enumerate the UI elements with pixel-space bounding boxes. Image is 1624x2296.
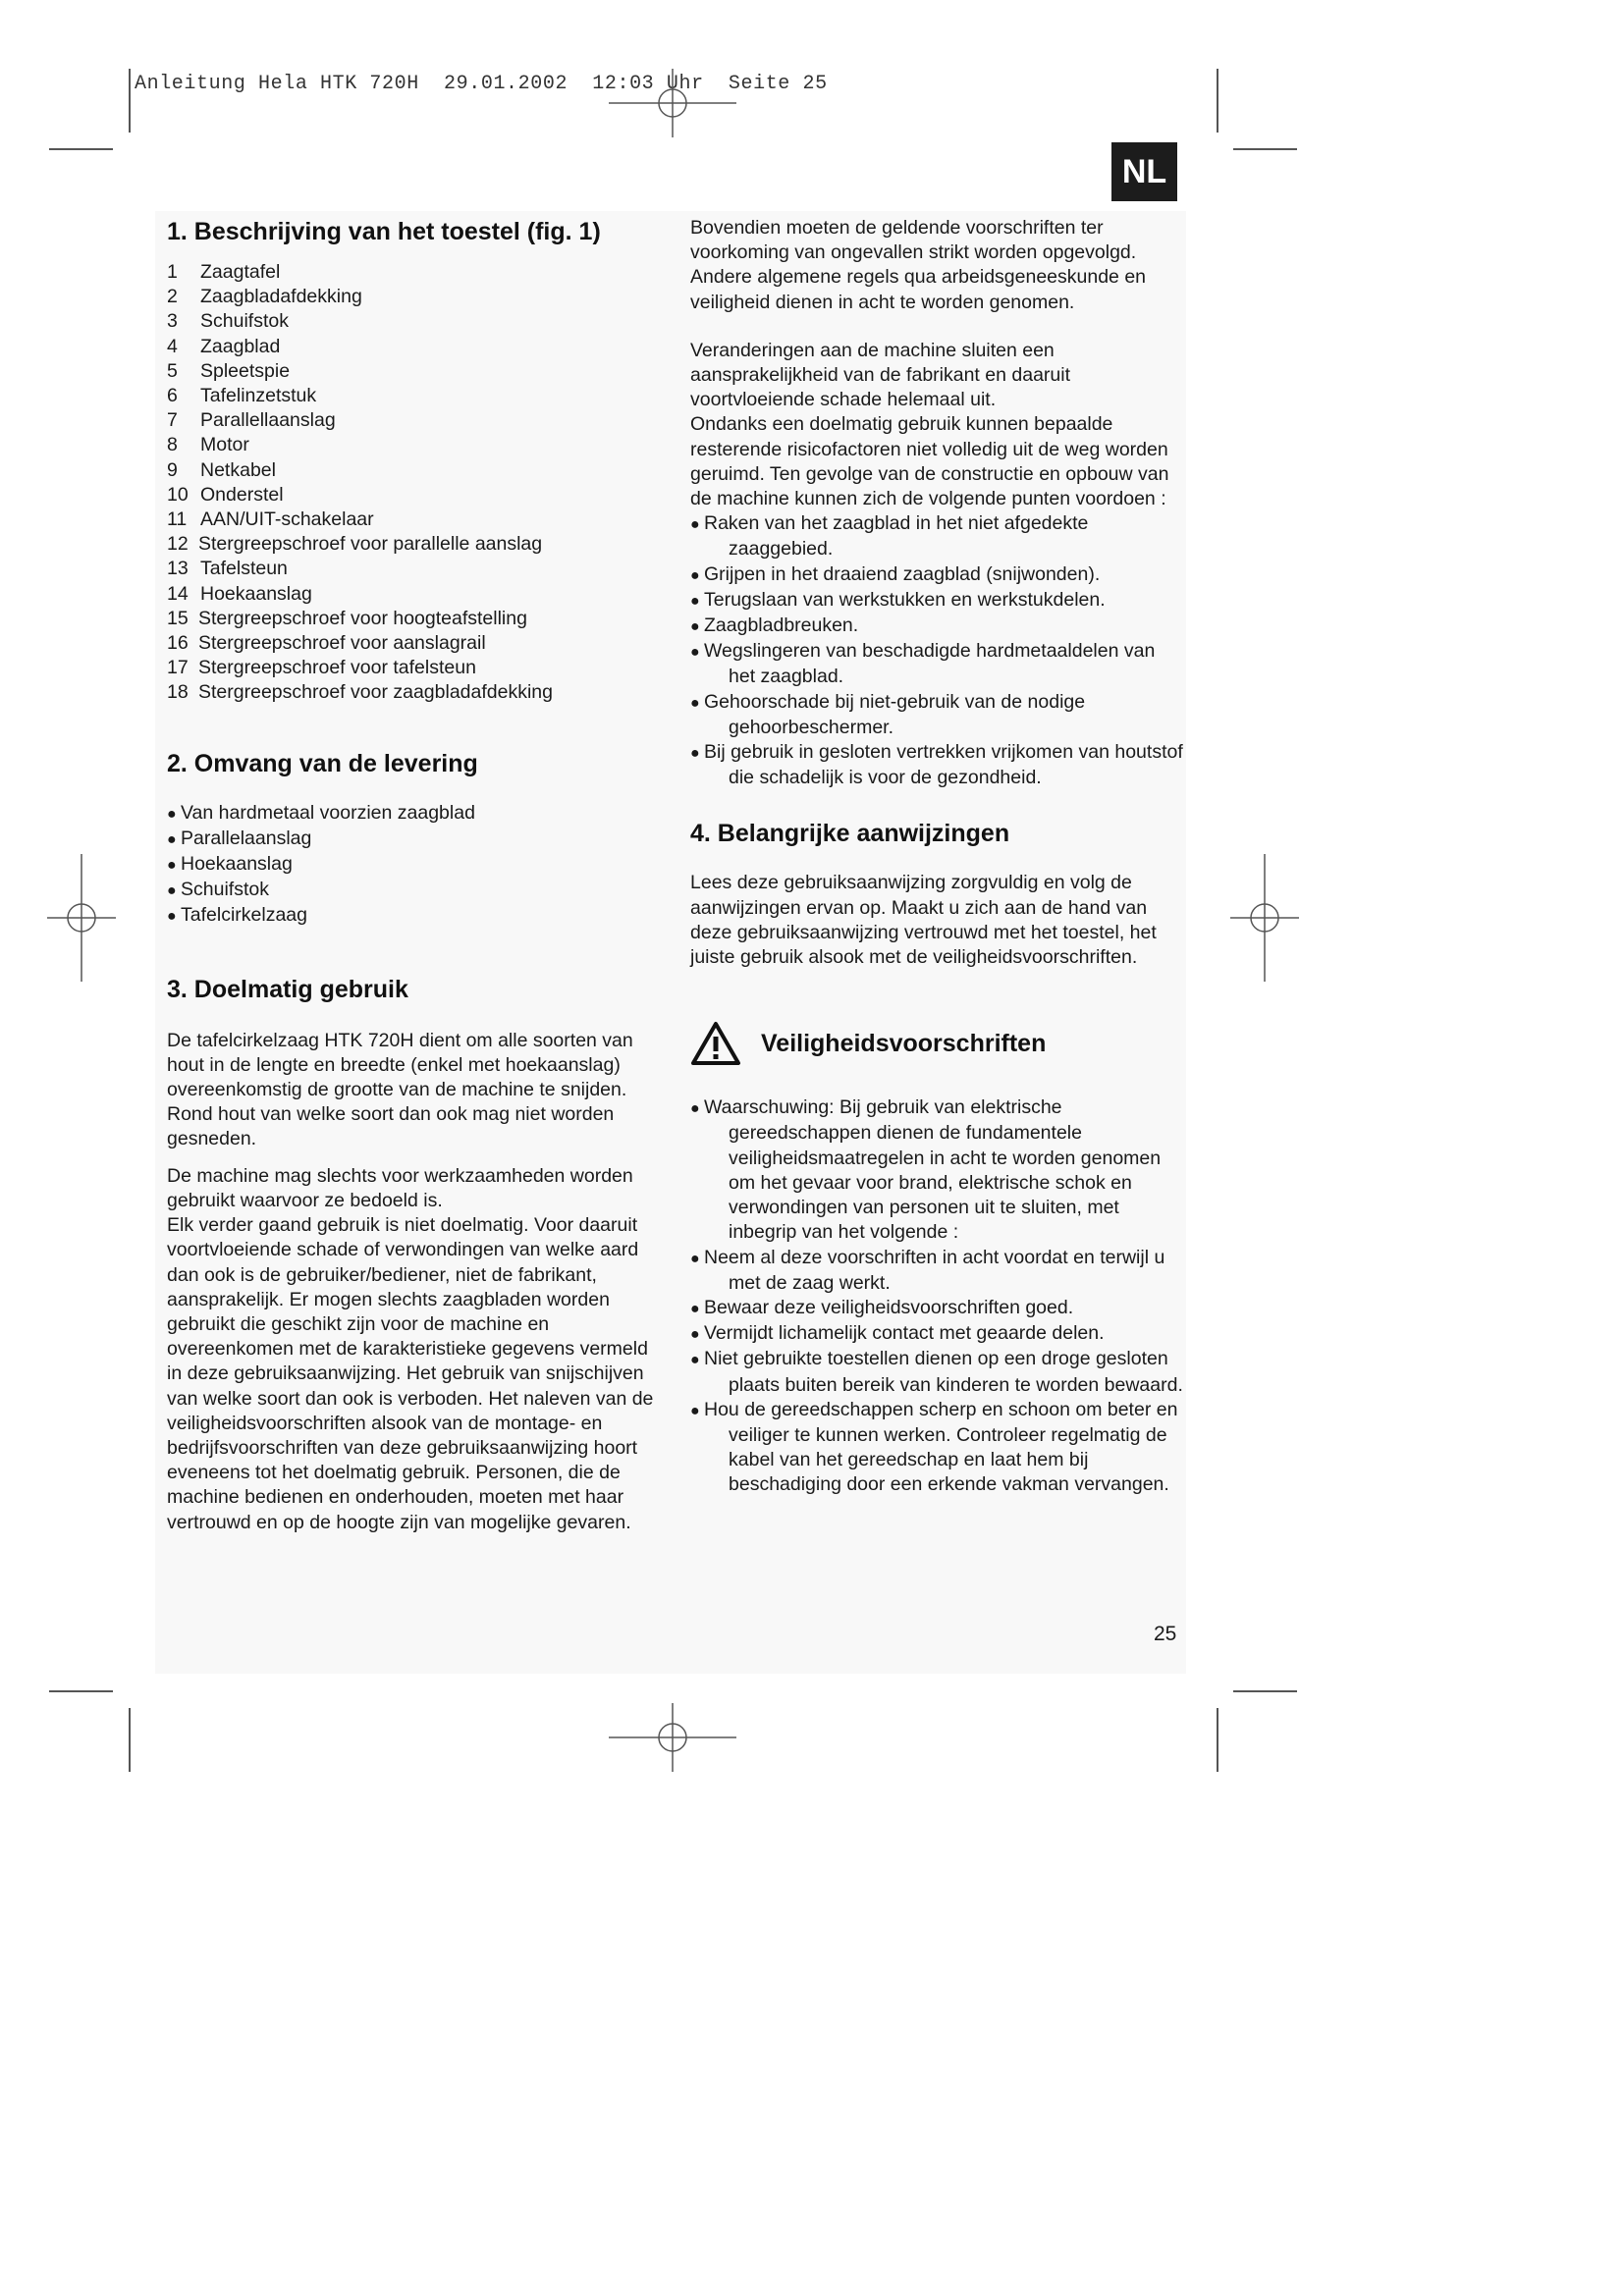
paragraph: Elk verder gaand gebruik is niet doelmatig. Voor daaruit voortvloeiende schade of verwondingen van welke aard dan ook is de gebruiker/bediener, niet de fabrikant, aansprakelijk. Er mogen slechts zaagbladen worden gebruikt die geschikt zijn voor de machine en overeenkomen met de karakteristieke gegevens vermeld in deze gebruiksaanwijzing. Het gebruik van snijschijven van welke soort dan ook is verboden. Het naleven van de veiligheidsvoorschriften alsook van de montage- en bedrijfsvoorschriften van deze gebruiksaanwijzing hoort eveneens tot het doelmatig gebruik. Personen, die de machine bedienen en onderhouden, moeten met haar vertrouwd en op de hoogte zijn van mogelijke gevaren. [167, 1214, 654, 1533]
parts-list [167, 260, 658, 706]
risk-list [690, 511, 1186, 790]
list-item: ● Wegslingeren van beschadigde hardmetaaldelen van het zaagblad. [690, 640, 1156, 688]
crop-mark [1217, 1708, 1218, 1772]
list-item: 5 Spleetspie [167, 359, 291, 382]
page-number: 25 [1154, 1623, 1177, 1645]
print-header: Anleitung Hela HTK 720H 29.01.2002 12:03 Uhr Seite 25 [135, 73, 828, 95]
left-column [167, 216, 658, 1535]
crop-mark [1233, 148, 1297, 150]
registration-mark-right [1230, 854, 1299, 982]
section1-title: 1. Beschrijving van het toestel (fig. 1) [167, 218, 601, 245]
list-item: ● Hou de gereedschappen scherp en schoon om beter en veiliger te kunnen werken. Controleer regelmatig de kabel van het gereedschap en laat hem bij beschadiging door een erkende vakman vervangen. [690, 1398, 1178, 1496]
list-item: 8 Motor [167, 434, 249, 456]
registration-mark-bottom [609, 1703, 736, 1772]
paragraph: Ondanks een doelmatig gebruik kunnen bepaalde resterende risicofactoren niet volledig uit de weg worden geruimd. Ten gevolge van de constructie en opbouw van de machine kunnen zich de volgende punten voordoen : [690, 413, 1169, 510]
section4-title: 4. Belangrijke aanwijzingen [690, 820, 1010, 848]
list-item: 9 Netkabel [167, 458, 276, 481]
registration-mark-left [47, 854, 116, 982]
list-item: ● Raken van het zaagblad in het niet afgedekte zaaggebied. [690, 512, 1089, 561]
list-item: 6 Tafelinzetstuk [167, 385, 317, 407]
crop-mark [49, 148, 113, 150]
list-item: ● Neem al deze voorschriften in acht voordat en terwijl u met de zaag werkt. [690, 1246, 1165, 1294]
list-item: 11 AAN/UIT-schakelaar [167, 508, 374, 531]
crop-mark [1217, 69, 1218, 133]
list-item: ● Tafelcirkelzaag [167, 904, 307, 927]
language-badge: NL [1111, 142, 1177, 201]
list-item: ● Hoekaanslag [167, 853, 293, 876]
list-item: 10 Onderstel [167, 483, 284, 506]
section3-title: 3. Doelmatig gebruik [167, 975, 408, 1003]
list-item: 18 Stergreepschroef voor zaagbladafdekking [167, 681, 553, 704]
list-item: ● Bewaar deze veiligheidsvoorschriften goed. [690, 1296, 1074, 1318]
paragraph: Bovendien moeten de geldende voorschriften ter voorkoming van ongevallen strikt worden opgevolgd. Andere algemene regels qua arbeidsgeneeskunde en veiligheid dienen in acht te worden genomen. [690, 217, 1147, 313]
list-item: ● Gehoorschade bij niet-gebruik van de nodige gehoorbeschermer. [690, 690, 1086, 738]
paragraph: De machine mag slechts voor werkzaamheden worden gebruikt waarvoor ze bedoeld is. [167, 1164, 633, 1211]
list-item: 1 Zaagtafel [167, 261, 281, 283]
safety-list [690, 1095, 1186, 1497]
list-item: ● Niet gebruikte toestellen dienen op een droge gesloten plaats buiten bereik van kinderen te worden bewaard. [690, 1348, 1183, 1396]
list-item: 17 Stergreepschroef voor tafelsteun [167, 657, 476, 679]
crop-mark [129, 69, 131, 133]
list-item: 4 Zaagblad [167, 335, 281, 357]
crop-mark [1233, 1690, 1297, 1692]
section2-title: 2. Omvang van de levering [167, 749, 478, 777]
list-item: ● Schuifstok [167, 879, 269, 901]
paragraph: De tafelcirkelzaag HTK 720H dient om alle soorten van hout in de lengte en breedte (enkel met hoekaanslag) overeenkomstig de grootte van de machine te snijden. Rond hout van welke soort dan ook mag niet worden gesneden. [167, 1029, 633, 1150]
safety-title: Veiligheidsvoorschriften [761, 1030, 1047, 1058]
crop-mark [49, 1690, 113, 1692]
list-item: 15 Stergreepschroef voor hoogteafstelling [167, 607, 527, 629]
list-item: ● Van hardmetaal voorzien zaagblad [167, 801, 475, 824]
list-item: 12 Stergreepschroef voor parallelle aanslag [167, 533, 543, 556]
crop-mark [129, 1708, 131, 1772]
list-item: ● Waarschuwing: Bij gebruik van elektrische gereedschappen dienen de fundamentele veiligheidsmaatregelen in acht te worden genomen om het gevaar voor brand, elektrische schok en verwondingen van personen uit te sluiten, met inbegrip van het volgende : [690, 1096, 1162, 1244]
right-column [690, 216, 1186, 1498]
list-item: 2 Zaagbladafdekking [167, 286, 362, 308]
delivery-list [167, 801, 658, 930]
list-item: ● Bij gebruik in gesloten vertrekken vrijkomen van houtstof die schadelijk is voor de gezondheid. [690, 741, 1183, 789]
list-item: ● Parallelaanslag [167, 827, 312, 849]
list-item: ● Zaagbladbreuken. [690, 614, 859, 637]
paragraph: Lees deze gebruiksaanwijzing zorgvuldig en volg de aanwijzingen ervan op. Maakt u zich aan de hand van deze gebruiksaanwijzing vertrouwd met het toestel, het juiste gebruik alsook met de veiligheidsvoorschriften. [690, 872, 1157, 969]
warning-icon [690, 1021, 741, 1066]
list-item: ● Vermijdt lichamelijk contact met geaarde delen. [690, 1322, 1105, 1345]
list-item: 3 Schuifstok [167, 310, 289, 333]
safety-heading [690, 1021, 1186, 1066]
list-item: ● Grijpen in het draaiend zaagblad (snijwonden). [690, 562, 1101, 585]
list-item: 13 Tafelsteun [167, 558, 288, 580]
list-item: 16 Stergreepschroef voor aanslagrail [167, 632, 486, 655]
list-item: ● Terugslaan van werkstukken en werkstukdelen. [690, 588, 1106, 611]
list-item: 14 Hoekaanslag [167, 582, 312, 605]
registration-mark-top [609, 69, 736, 137]
list-item: 7 Parallellaanslag [167, 409, 336, 432]
paragraph: Veranderingen aan de machine sluiten een aansprakelijkheid van de fabrikant en daaruit voortvloeiende schade helemaal uit. [690, 339, 1071, 411]
